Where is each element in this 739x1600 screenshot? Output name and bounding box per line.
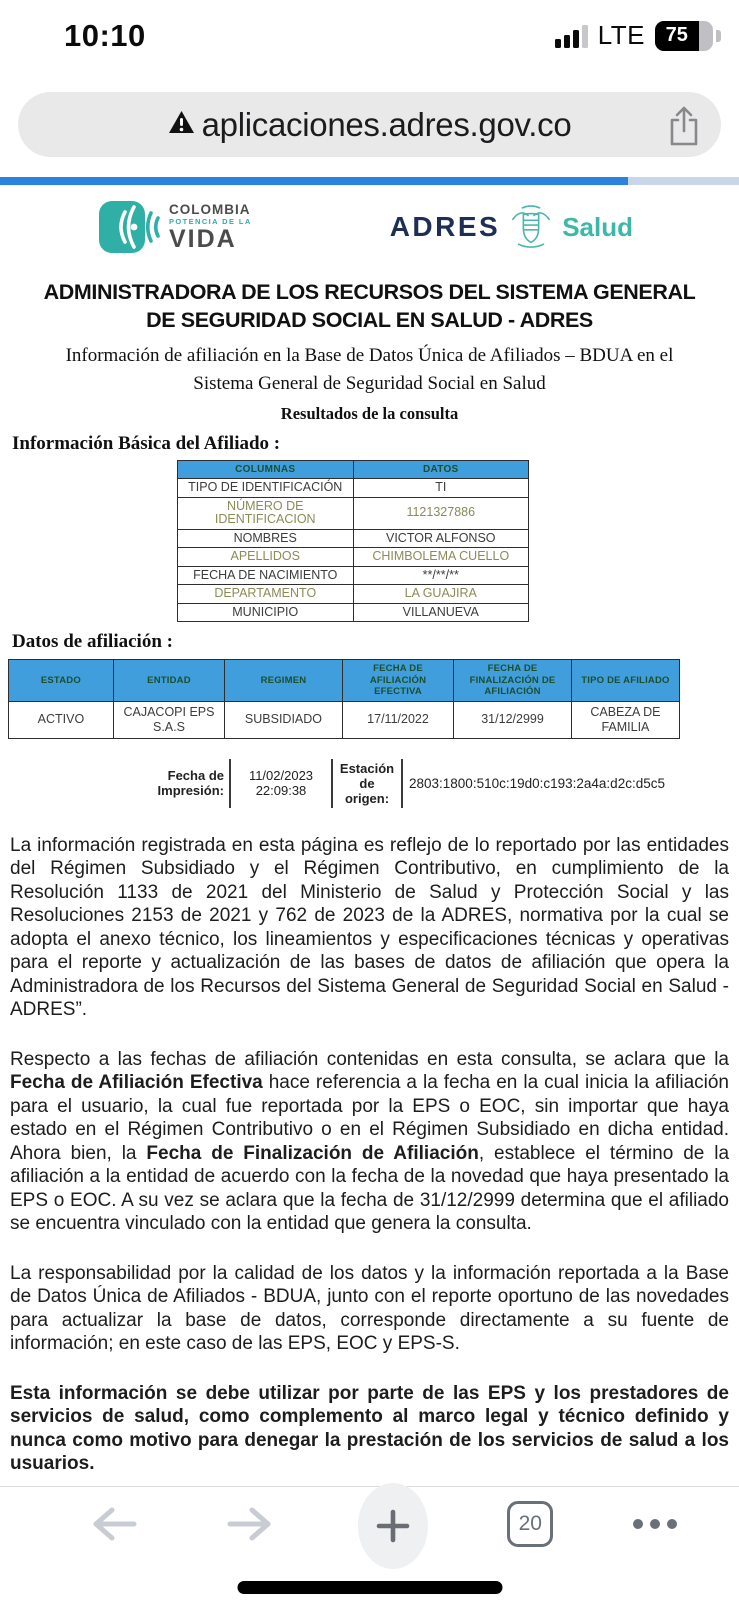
signal-icon	[555, 24, 588, 48]
affiliation-heading: Datos de afiliación :	[12, 631, 173, 652]
basic-info-table	[177, 460, 529, 622]
address-bar[interactable]	[18, 92, 721, 157]
print-info	[140, 759, 739, 808]
column-header: FECHA DE FINALIZACIÓN DE AFILIACIÓN	[454, 660, 572, 702]
legal-paragraph-3: La responsabilidad por la calidad de los datos y la información reportada a la Base de Datos Única de Afiliados - BDUA, junto con el reporte oportuno de las novedades para actualizar la base de datos, corresponde directamente a su fuente de información; en este caso de las EPS, EOC y EPS-S.	[10, 1262, 729, 1354]
column-header: TIPO DE AFILIADO	[571, 660, 679, 702]
logo-row	[0, 197, 739, 257]
adres-salud-label: Salud	[562, 211, 633, 242]
battery-cap	[716, 30, 721, 42]
browser-toolbar	[0, 1486, 739, 1600]
home-indicator[interactable]	[237, 1581, 502, 1594]
origin-station-label: Estación de origen:	[333, 759, 403, 808]
page-subtitle: Información de afiliación en la Base de Datos Única de Afiliados – BDUA en el Sistema General de Seguridad Social en Salud	[65, 345, 674, 394]
more-menu-button[interactable]	[633, 1519, 677, 1529]
tabs-button[interactable]	[507, 1501, 553, 1547]
legal-paragraph-4: Esta información se debe utilizar por parte de las EPS y los prestadores de servicios de salud, como complemento al marco legal y técnico definido y nunca como motivo para denegar la prestación de los servicios de salud a los usuarios.	[10, 1382, 729, 1474]
column-header: COLUMNAS	[178, 461, 354, 479]
new-tab-button[interactable]	[358, 1483, 428, 1569]
table-row: FECHA DE NACIMIENTO **/**/**	[178, 566, 529, 585]
legal-paragraph-2: Respecto a las fechas de afiliación contenidas en esta consulta, se aclara que la Fecha de Afiliación Efectiva hace referencia a la fecha en la cual inicia la afiliación para el usuario, la cual fue reportada por la EPS o EOC, sin importar que haya estado en el Régimen Contributivo o en el Régimen Subsidiado en dicha entidad. Ahora bien, la Fecha de Finalización de Afiliación, establece el término de la afiliación a la entidad de acuerdo con la fecha de la novedad que haya presentado la EPS o EOC. A su vez se aclara que la fecha de 31/12/2999 determina que el afiliado se encuentra vinculado con la entidad que genera la consulta.	[10, 1048, 730, 1234]
page-load-progress-bar	[0, 177, 739, 185]
column-header: ENTIDAD	[113, 660, 224, 702]
table-row: NÚMERO DE IDENTIFICACION 1121327886	[178, 497, 529, 529]
colombia-logo-icon	[98, 198, 162, 256]
share-icon	[667, 105, 701, 147]
back-button[interactable]	[86, 1503, 142, 1545]
tab-count-badge: 20	[507, 1501, 553, 1547]
battery-icon	[655, 21, 713, 51]
status-bar	[0, 0, 739, 70]
colombia-coat-of-arms-icon	[509, 202, 553, 252]
table-row: MUNICIPIO VILLANUEVA	[178, 603, 529, 622]
page-title: ADMINISTRADORA DE LOS RECURSOS DEL SISTEMA GENERAL DE SEGURIDAD SOCIAL EN SALUD - ADRES	[43, 280, 696, 332]
table-row: ACTIVO CAJACOPI EPS S.A.S SUBSIDIADO 17/11/2022 31/12/2999 CABEZA DE FAMILIA	[9, 701, 680, 738]
network-label: LTE	[597, 20, 645, 50]
insecure-warning-icon	[168, 110, 195, 140]
table-row: NOMBRES VICTOR ALFONSO	[178, 529, 529, 548]
forward-button[interactable]	[222, 1503, 278, 1545]
origin-station-value: 2803:1800:510c:19d0:c193:2a4a:d2c:d5c5	[409, 775, 665, 791]
share-button[interactable]	[667, 105, 701, 152]
url-text: aplicaciones.adres.gov.co	[201, 105, 572, 143]
more-icon	[633, 1519, 677, 1529]
print-date-label: Fecha de Impresión:	[157, 768, 224, 798]
column-header: DATOS	[353, 461, 529, 479]
colombia-logo-text: COLOMBIA	[169, 201, 251, 217]
table-row: TIPO DE IDENTIFICACIÓN TI	[178, 479, 529, 498]
legal-paragraph-1: La información registrada en esta página es reflejo de lo reportado por las entidades del Régimen Subsidiado y el Régimen Contributivo, en cumplimiento de la Resolución 1133 de 2021 del Ministerio de Salud y Protección Social y las Resoluciones 2153 de 2021 y 762 de 2023 de la ADRES, normativa por la cual se adopta el anexo técnico, los lineamientos y especificaciones técnicas y operativas para el reporte y actualización de las bases de datos de afiliación que opera la Administradora de los Recursos del Sistema General de Seguridad Social en Salud - ADRES”.	[10, 834, 729, 1020]
progress-fill	[0, 177, 628, 185]
battery-fill	[655, 21, 699, 51]
print-date-value: 11/02/2023 22:09:38	[229, 759, 333, 808]
status-time: 10:10	[64, 18, 146, 53]
plus-icon	[375, 1508, 411, 1544]
affiliation-table	[8, 659, 680, 739]
adres-wordmark: ADRES	[389, 211, 501, 242]
table-row: APELLIDOS CHIMBOLEMA CUELLO	[178, 548, 529, 567]
results-heading: Resultados de la consulta	[280, 404, 459, 423]
adres-logo	[390, 202, 633, 252]
column-header: FECHA DE AFILIACIÓN EFECTIVA	[342, 660, 453, 702]
colombia-logo: COLOMBIA POTENCIA DE LA VIDA	[98, 198, 252, 256]
column-header: REGIMEN	[225, 660, 343, 702]
table-row: DEPARTAMENTO LA GUAJIRA	[178, 585, 529, 604]
back-icon	[86, 1503, 142, 1545]
forward-icon	[222, 1503, 278, 1545]
battery-percent-label: 75	[665, 24, 688, 46]
basic-info-heading: Información Básica del Afiliado :	[12, 433, 281, 454]
column-header: ESTADO	[9, 660, 114, 702]
